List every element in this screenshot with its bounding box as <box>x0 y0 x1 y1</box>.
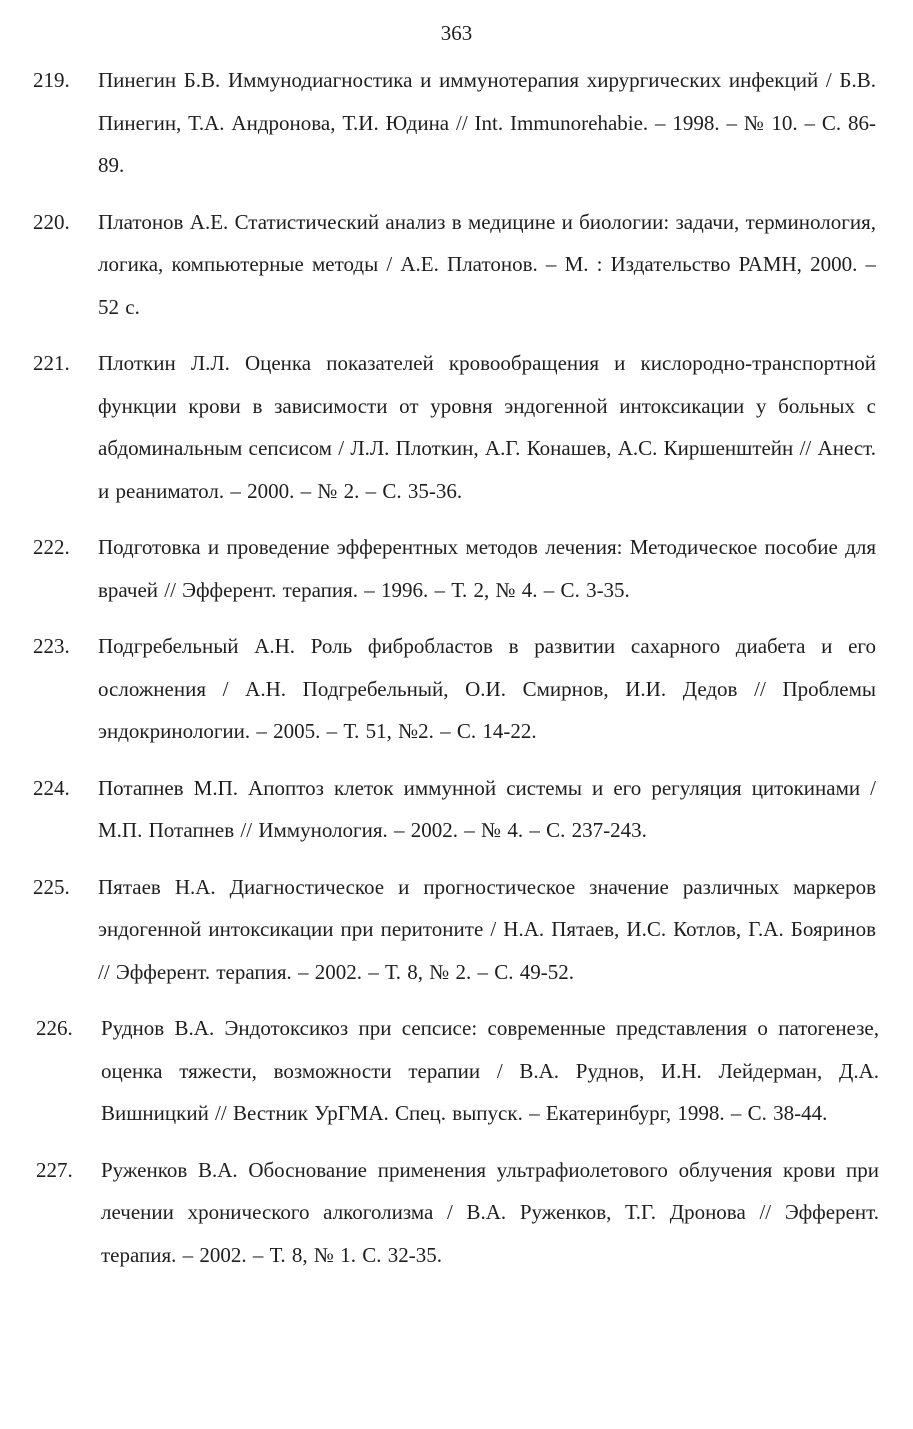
reference-text: Руднов В.А. Эндотоксикоз при сепсисе: современные представления о патогенезе, оценка тяжести, возможности терапии / В.А. Руднов, И.Н. Лейдерман, Д.А. Вишницкий // Вестник УрГМА. Спец. выпуск. – Екатеринбург, 1998. – С. 38-44. <box>101 1016 879 1125</box>
reference-number: 227. <box>36 1157 73 1182</box>
reference-text: Подгребельный А.Н. Роль фибробластов в развитии сахарного диабета и его осложнения / А.Н. Подгребельный, О.И. Смирнов, И.И. Дедов // Проблемы эндокринологии. – 2005. – Т. 51, №2. – С. 14-22. <box>98 634 876 743</box>
reference-item-221 <box>0 342 913 512</box>
reference-number: 223. <box>33 634 70 658</box>
reference-number: 222. <box>33 535 70 559</box>
reference-item-223 <box>0 625 913 753</box>
reference-item-222 <box>0 526 913 611</box>
reference-number: 220. <box>33 209 70 234</box>
reference-text: Потапнев М.П. Апоптоз клеток иммунной системы и его регуляция цитокинами / М.П. Потапнев // Иммунология. – 2002. – № 4. – С. 237-243. <box>98 775 876 842</box>
reference-item-219 <box>0 59 913 187</box>
reference-number: 226. <box>36 1016 73 1040</box>
reference-text: Платонов А.Е. Статистический анализ в медицине и биологии: задачи, терминология, логика, компьютерные методы / А.Е. Платонов. – М. : Издательство РАМН, 2000. – 52 с. <box>98 209 876 319</box>
reference-item-226 <box>0 1007 913 1135</box>
reference-item-227 <box>0 1149 913 1277</box>
reference-text: Плоткин Л.Л. Оценка показателей кровообращения и кислородно-транспортной функции крови в зависимости от уровня эндогенной интоксикации у больных с абдоминальным сепсисом / Л.Л. Плоткин, А.Г. Конашев, А.С. Киршенштейн // Анест. и реаниматол. – 2000. – № 2. – С. 35-36. <box>98 351 876 503</box>
reference-item-225 <box>0 866 913 994</box>
reference-item-220 <box>0 201 913 329</box>
reference-number: 225. <box>33 874 70 899</box>
reference-text: Пинегин Б.В. Иммунодиагностика и иммунотерапия хирургических инфекций / Б.В. Пинегин, Т.А. Андронова, Т.И. Юдина // Int. Immunorehabie. – 1998. – № 10. – С. 86-89. <box>98 68 876 177</box>
reference-number: 221. <box>33 351 70 375</box>
reference-number: 219. <box>33 68 70 92</box>
reference-text: Руженков В.А. Обоснование применения ультрафиолетового облучения крови при лечении хронического алкоголизма / В.А. Руженков, Т.Г. Дронова // Эфферент. терапия. – 2002. – Т. 8, № 1. С. 32-35. <box>101 1157 879 1267</box>
reference-text: Подготовка и проведение эфферентных методов лечения: Методическое пособие для врачей // Эфферент. терапия. – 1996. – Т. 2, № 4. – С. 3-35. <box>98 535 876 602</box>
reference-number: 224. <box>33 775 70 800</box>
reference-item-224 <box>0 767 913 852</box>
page-number: 363 <box>440 21 473 45</box>
reference-text: Пятаев Н.А. Диагностическое и прогностическое значение различных маркеров эндогенной интоксикации при перитоните / Н.А. Пятаев, И.С. Котлов, Г.А. Бояринов // Эфферент. терапия. – 2002. – Т. 8, № 2. – С. 49-52. <box>98 874 876 984</box>
reference-list <box>0 59 913 1290</box>
